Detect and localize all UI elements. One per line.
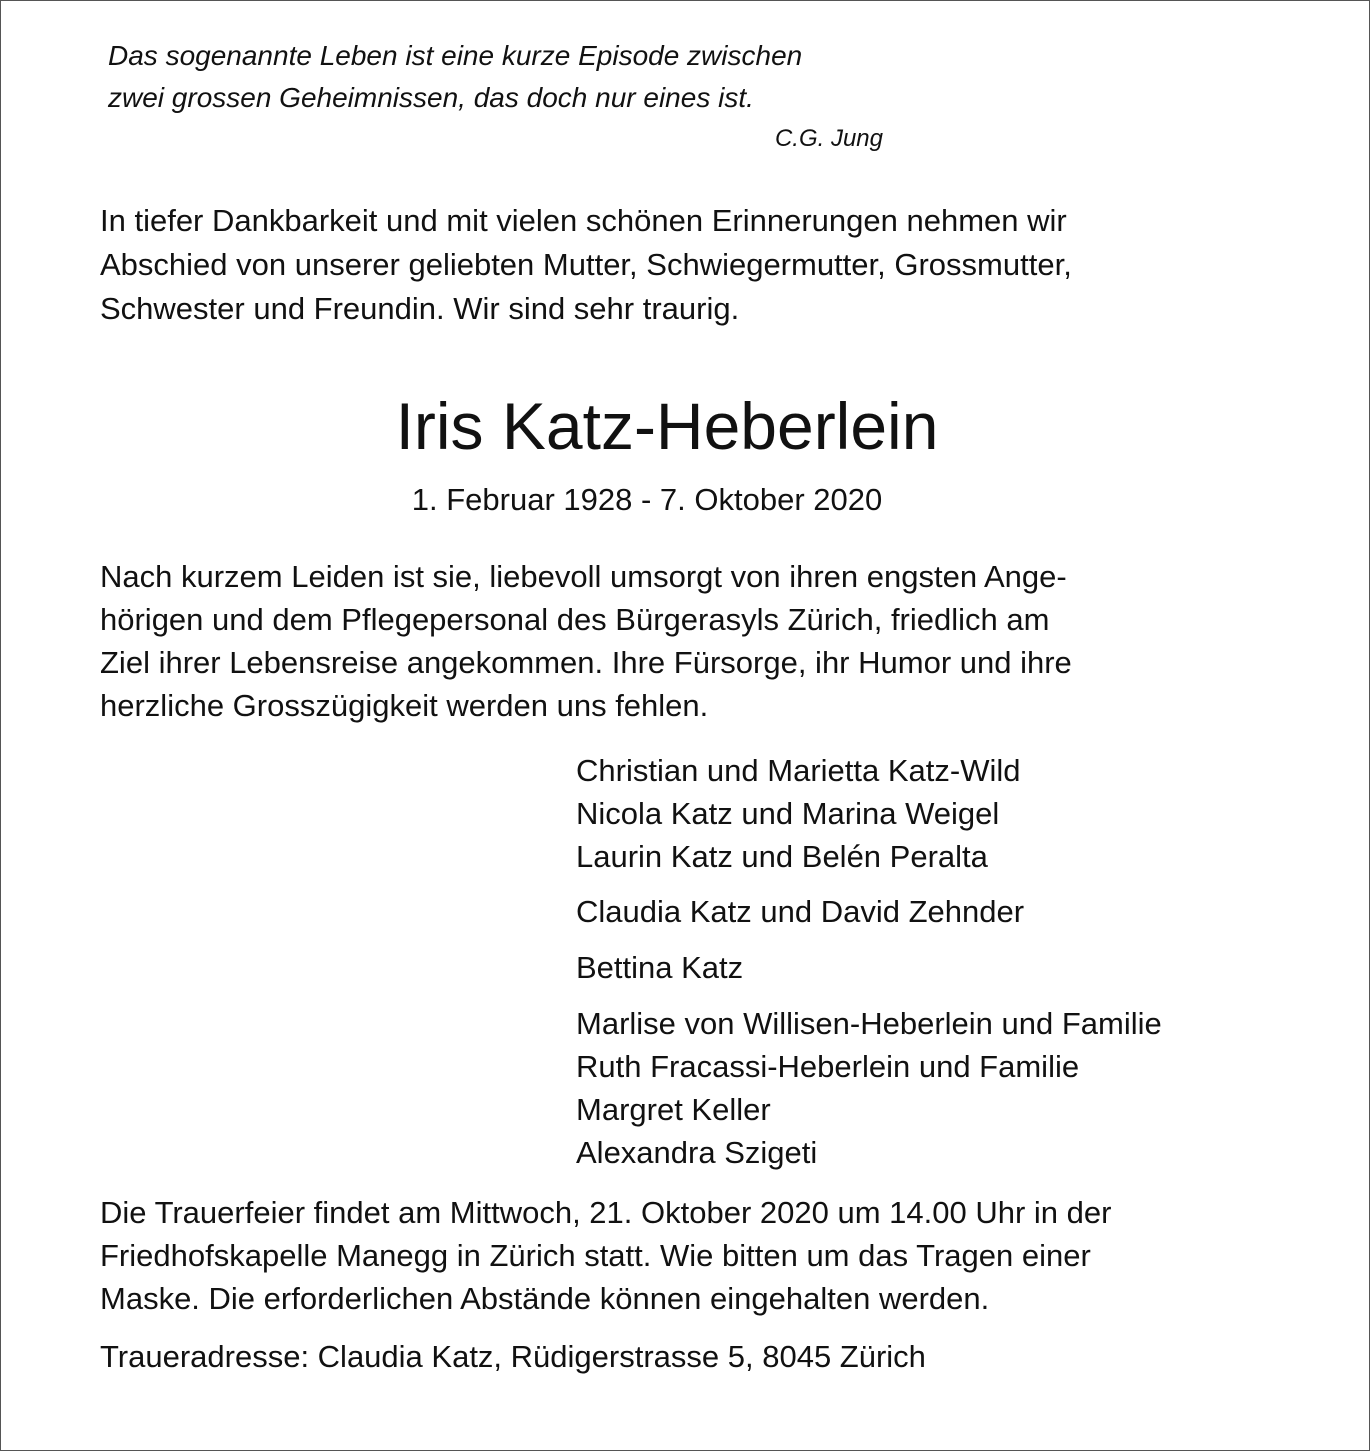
- intro-line-1: In tiefer Dankbarkeit und mit vielen schönen Erinnerungen nehmen wir: [100, 203, 1067, 238]
- mourner-name: Laurin Katz und Belén Peralta: [576, 839, 988, 874]
- message-line-4: herzliche Grosszügigkeit werden uns fehlen.: [100, 688, 709, 723]
- intro-line-3: Schwester und Freundin. Wir sind sehr traurig.: [100, 291, 740, 326]
- ceremony-line-1: Die Trauerfeier findet am Mittwoch, 21. Oktober 2020 um 14.00 Uhr in der: [100, 1195, 1112, 1230]
- quote-line-2: zwei grossen Geheimnissen, das doch nur eines ist.: [108, 82, 754, 113]
- mourning-address: Traueradresse: Claudia Katz, Rüdigerstrasse 5, 8045 Zürich: [100, 1339, 926, 1374]
- quote-line-1: Das sogenannte Leben ist eine kurze Episode zwischen: [108, 40, 803, 71]
- mourner-name: Margret Keller: [576, 1092, 771, 1127]
- mourner-name: Nicola Katz und Marina Weigel: [576, 796, 1000, 831]
- mourner-name: Bettina Katz: [576, 950, 744, 985]
- mourner-name: Marlise von Willisen-Heberlein und Familie: [576, 1006, 1162, 1041]
- message-line-2: hörigen und dem Pflegepersonal des Bürgerasyls Zürich, friedlich am: [100, 602, 1050, 637]
- ceremony-line-2: Friedhofskapelle Manegg in Zürich statt. Wie bitten um das Tragen einer: [100, 1238, 1091, 1273]
- mourner-name: Christian und Marietta Katz-Wild: [576, 753, 1021, 788]
- mourner-name: Claudia Katz und David Zehnder: [576, 894, 1025, 929]
- deceased-dates: 1. Februar 1928 - 7. Oktober 2020: [411, 482, 883, 517]
- ceremony-line-3: Maske. Die erforderlichen Abstände können eingehalten werden.: [100, 1281, 990, 1316]
- quote-author: C.G. Jung: [774, 125, 883, 152]
- message-line-3: Ziel ihrer Lebensreise angekommen. Ihre Fürsorge, ihr Humor und ihre: [100, 645, 1072, 680]
- mourner-name: Ruth Fracassi-Heberlein und Familie: [576, 1049, 1080, 1084]
- deceased-name: Iris Katz-Heberlein: [395, 389, 939, 463]
- mourner-name: Alexandra Szigeti: [576, 1135, 818, 1170]
- intro-line-2: Abschied von unserer geliebten Mutter, Schwiegermutter, Grossmutter,: [100, 247, 1072, 282]
- message-line-1: Nach kurzem Leiden ist sie, liebevoll umsorgt von ihren engsten Ange-: [100, 559, 1067, 594]
